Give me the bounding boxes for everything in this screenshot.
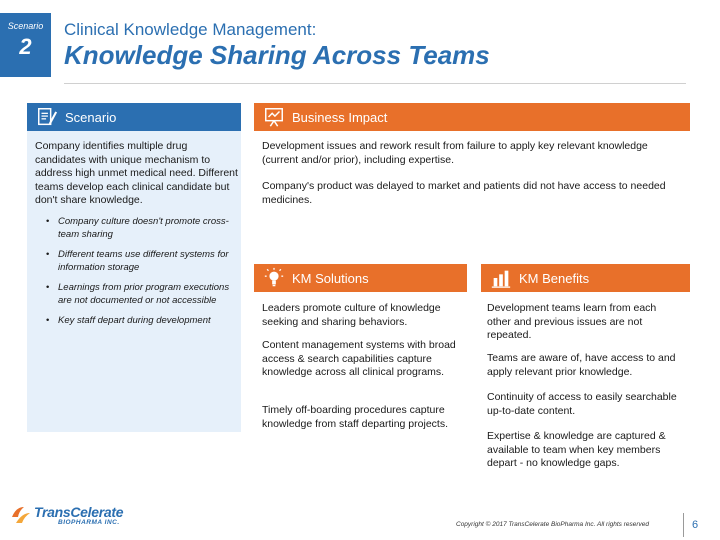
- chart-presentation-icon: [262, 105, 286, 129]
- km-solutions-paragraph: Timely off-boarding procedures capture knowledge from staff departing projects.: [262, 404, 448, 430]
- page-title: Knowledge Sharing Across Teams: [64, 40, 490, 70]
- business-impact-header: [254, 103, 690, 131]
- logo-name: TransCelerate: [34, 503, 124, 520]
- scenario-bullet: • Company culture doesn't promote cross-team sharing: [44, 216, 234, 241]
- scenario-tab-label: Scenario: [7, 21, 44, 31]
- header-divider: [64, 83, 686, 84]
- scenario-heading: Scenario: [65, 109, 117, 125]
- footer-divider: [683, 513, 684, 537]
- km-solutions-paragraph: Leaders promote culture of knowledge seeking and sharing behaviors.: [262, 302, 441, 328]
- page-number: 6: [692, 519, 699, 531]
- scenario-bullet-list: [44, 216, 234, 336]
- lightbulb-icon: [262, 266, 286, 290]
- copyright-notice: Copyright © 2017 TransCelerate BioPharma Inc. All rights reserved: [456, 521, 650, 528]
- scenario-body: Company identifies multiple drug candidates with unique mechanism to address high unmet medical need. Different teams develop each clinical candidate but don't share knowledge.: [35, 140, 238, 206]
- scenario-header: [27, 103, 241, 131]
- km-benefits-header: [481, 264, 690, 292]
- scenario-bullet: • Different teams use different systems for information storage: [44, 249, 234, 274]
- business-impact-paragraph: Development issues and rework result from failure to apply key relevant knowledge (current and/or prior), including expertise.: [262, 140, 648, 166]
- km-benefits-heading: KM Benefits: [519, 270, 590, 286]
- km-benefits-paragraph: Continuity of access to easily searchable up-to-date content.: [487, 391, 677, 417]
- bar-chart-icon: [489, 266, 513, 290]
- km-solutions-paragraph: Content management systems with broad access & search capabilities capture knowledge across all clinical programs.: [262, 339, 456, 378]
- notepad-pencil-icon: [35, 105, 59, 129]
- km-benefits-paragraph: Expertise & knowledge are captured & available to team when key members depart - no knowledge gaps.: [487, 430, 666, 469]
- scenario-number: 2: [19, 34, 32, 59]
- logo-mark-icon: [10, 503, 32, 527]
- business-impact-paragraph: Company's product was delayed to market and patients did not have access to needed medicines.: [262, 180, 666, 206]
- km-benefits-paragraph: Development teams learn from each other and previous issues are not repeated.: [487, 302, 657, 341]
- scenario-bullet: • Learnings from prior program executions are not documented or not accessible: [44, 282, 234, 307]
- km-benefits-paragraph: Teams are aware of, have access to and apply relevant prior knowledge.: [487, 352, 676, 378]
- km-solutions-heading: KM Solutions: [292, 270, 369, 286]
- logo-subtitle: BIOPHARMA INC.: [58, 518, 120, 526]
- scenario-bullet: • Key staff depart during development: [44, 315, 234, 328]
- transcelerate-logo: [10, 503, 123, 527]
- scenario-number-tab: [0, 13, 51, 77]
- km-solutions-header: [254, 264, 467, 292]
- page-subtitle: Clinical Knowledge Management:: [64, 20, 317, 39]
- business-impact-heading: Business Impact: [292, 109, 388, 125]
